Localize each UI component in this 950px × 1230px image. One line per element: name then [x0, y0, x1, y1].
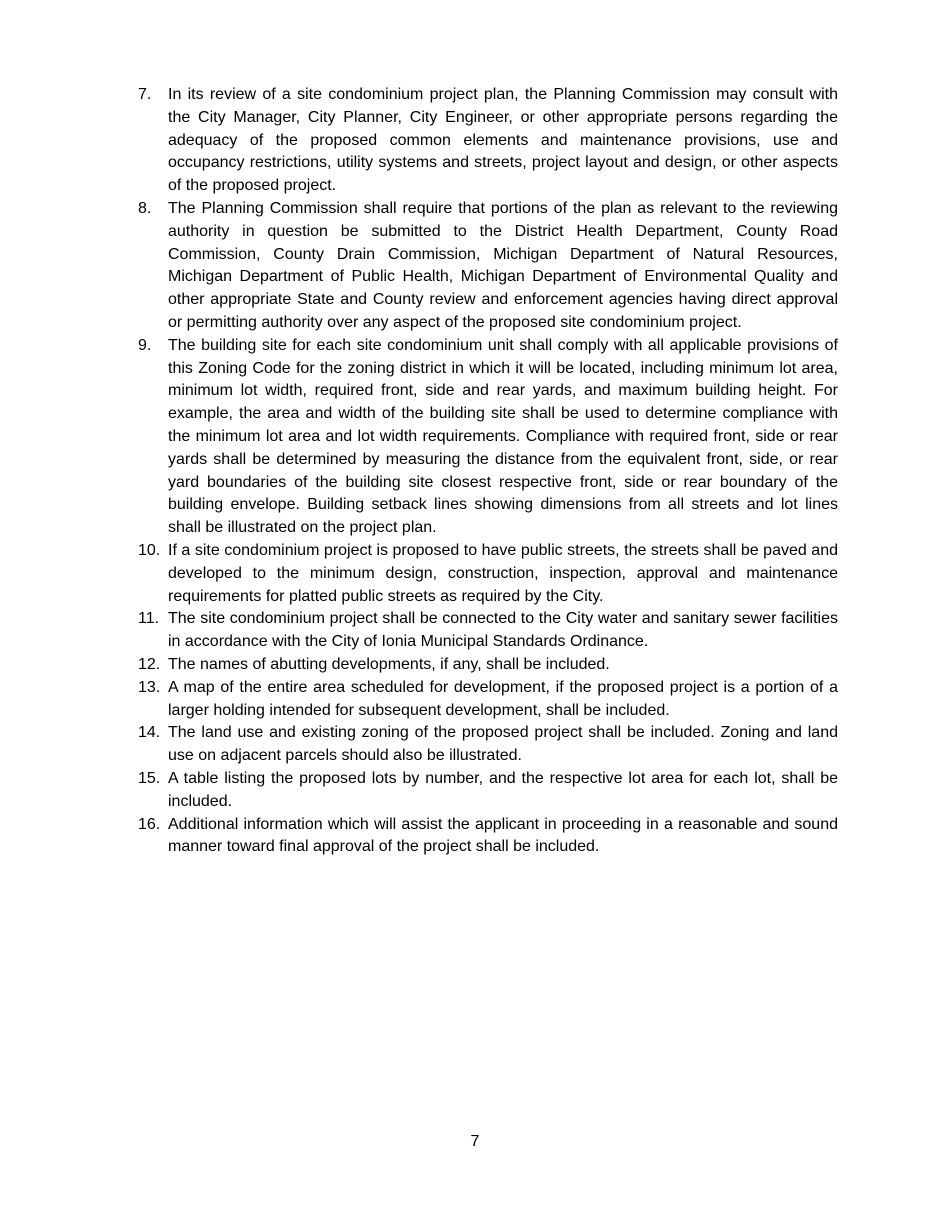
- item-text: Additional information which will assist the applicant in proceeding in a reasonable and sound manner toward final approval of the project shall be included.: [168, 815, 838, 856]
- numbered-list: [138, 84, 838, 859]
- item-text: The building site for each site condominium unit shall comply with all applicable provisions of this Zoning Code for the zoning district in which it will be located, including minimum lot area, minimum lot width, required front, side and rear yards, and maximum building height. For example, the area and width of the building site shall be used to determine compliance with the minimum lot area and lot width requirements. Compliance with required front, side or rear yards shall be determined by measuring the distance from the equivalent front, side, or rear yard boundaries of the building site closest respective front, side or rear boundary of the building envelope. Building setback lines showing dimensions from all streets and lot lines shall be illustrated on the project plan.: [168, 336, 838, 537]
- item-text: A map of the entire area scheduled for development, if the proposed project is a portion of a larger holding intended for subsequent development, shall be included.: [168, 678, 838, 719]
- list-item: [138, 608, 838, 654]
- item-number: 7.: [138, 86, 152, 103]
- item-text: In its review of a site condominium project plan, the Planning Commission may consult with the City Manager, City Planner, City Engineer, or other appropriate persons regarding the adequacy of the proposed common elements and maintenance provisions, use and occupancy restrictions, utility systems and streets, project layout and design, or other aspects of the proposed project.: [168, 86, 838, 195]
- list-item: [138, 335, 838, 540]
- item-number: 15.: [138, 769, 161, 787]
- item-number: 10.: [138, 541, 161, 559]
- list-item: [138, 722, 838, 768]
- item-text: The Planning Commission shall require that portions of the plan as relevant to the reviewing authority in question be submitted to the District Health Department, County Road Commission, County Drain Commission, Michigan Department of Natural Resources, Michigan Department of Public Health, Michigan Department of Environmental Quality and other appropriate State and County review and enforcement agencies having direct approval or permitting authority over any aspect of the proposed site condominium project.: [168, 199, 838, 331]
- list-item: [138, 198, 838, 335]
- item-number: 16.: [138, 815, 161, 833]
- item-number: 14.: [138, 724, 161, 742]
- item-number: 8.: [138, 199, 152, 217]
- item-number: 13.: [138, 678, 161, 696]
- item-number: 9.: [138, 336, 152, 354]
- list-item: [138, 814, 838, 860]
- item-text: If a site condominium project is proposed to have public streets, the streets shall be paved and developed to the minimum design, construction, inspection, approval and maintenance requirements for platted public streets as required by the City.: [168, 541, 838, 605]
- item-text: A table listing the proposed lots by number, and the respective lot area for each lot, shall be included.: [168, 769, 838, 810]
- item-text: The site condominium project shall be connected to the City water and sanitary sewer facilities in accordance with the City of Ionia Municipal Standards Ordinance.: [168, 610, 838, 651]
- list-item: [138, 768, 838, 814]
- page-number: 7: [470, 1133, 480, 1150]
- list-item: [138, 654, 838, 677]
- list-item: [138, 84, 838, 198]
- item-text: The names of abutting developments, if any, shall be included.: [168, 655, 610, 673]
- item-text: The land use and existing zoning of the proposed project shall be included. Zoning and land use on adjacent parcels should also be illustrated.: [168, 724, 838, 765]
- item-number: 12.: [138, 655, 161, 673]
- item-number: 11.: [138, 610, 160, 628]
- list-item: [138, 540, 838, 608]
- list-item: [138, 677, 838, 723]
